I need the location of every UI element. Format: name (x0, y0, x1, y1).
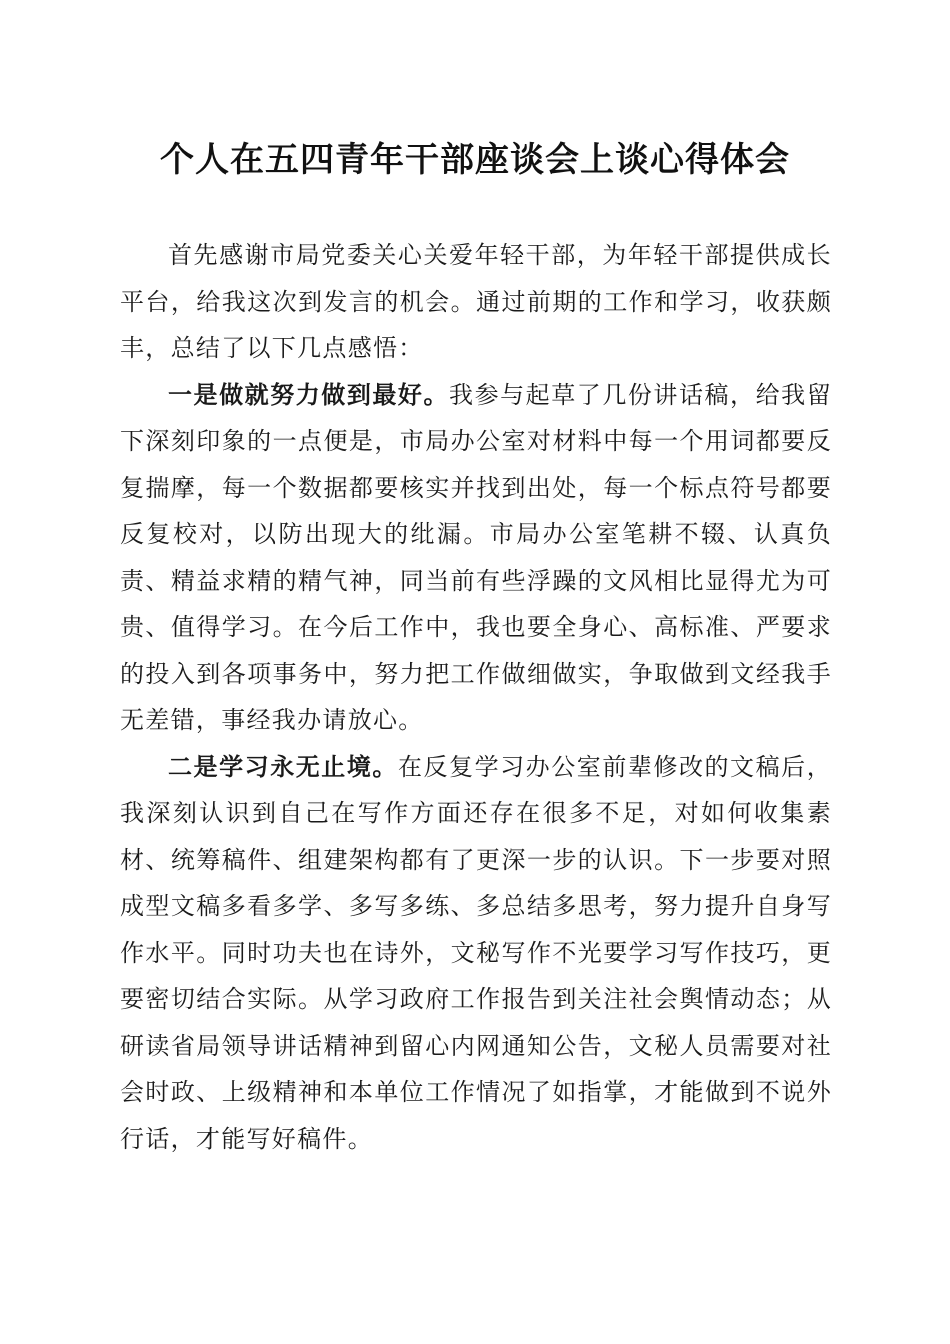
document-title: 个人在五四青年干部座谈会上谈心得体会 (160, 140, 790, 180)
paragraph-text: 在反复学习办公室前辈修改的文稿后，我深刻认识到自己在写作方面还存在很多不足，对如何收集素材、统筹稿件、组建架构都有了更深一步的认识。下一步要对照成型文稿多看多学、多写多练、多总结多思考，努力提升自身写作水平。同时功夫也在诗外，文秘写作不光要学习写作技巧，更要密切结合实际。从学习政府工作报告到关注社会舆情动态；从研读省局领导讲话精神到留心内网通知公告，文秘人员需要对社会时政、上级精神和本单位工作情况了如指掌，才能做到不说外行话，才能写好稿件。 (120, 752, 832, 1153)
paragraph-lead: 一是做就努力做到最好。 (168, 379, 450, 409)
paragraph-point-one (120, 372, 832, 744)
paragraph-point-two (120, 744, 832, 1163)
paragraph-text: 首先感谢市局党委关心关爱年轻干部，为年轻干部提供成长平台，给我这次到发言的机会。通过前期的工作和学习，收获颇丰，总结了以下几点感悟： (120, 241, 832, 362)
paragraph-lead: 二是学习永无止境。 (168, 751, 398, 781)
document-body (120, 232, 832, 1162)
paragraph-intro (120, 232, 832, 372)
paragraph-text: 我参与起草了几份讲话稿，给我留下深刻印象的一点便是，市局办公室对材料中每一个用词都要反复揣摩，每一个数据都要核实并找到出处，每一个标点符号都要反复校对，以防出现大的纰漏。市局办公室笔耕不辍、认真负责、精益求精的精气神，同当前有些浮躁的文风相比显得尤为可贵、值得学习。在今后工作中，我也要全身心、高标准、严要求的投入到各项事务中，努力把工作做细做实，争取做到文经我手无差错，事经我办请放心。 (120, 380, 832, 734)
